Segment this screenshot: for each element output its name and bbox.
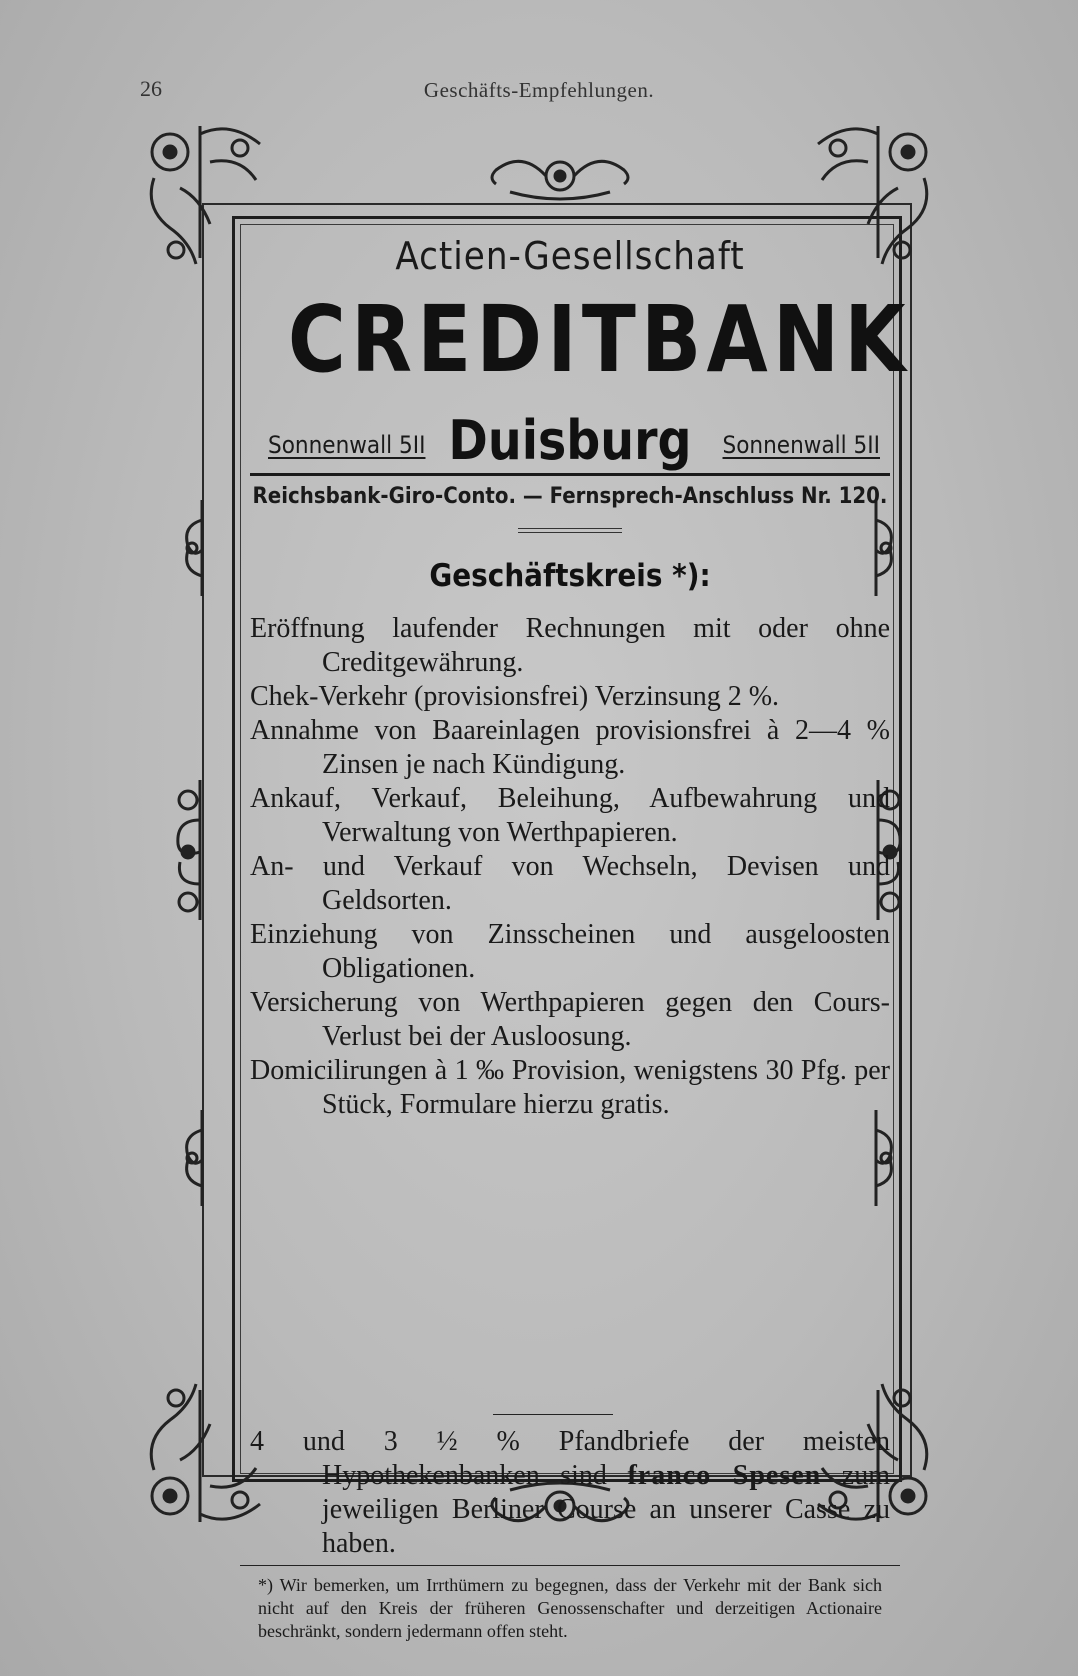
left-side-ornament-middle-icon <box>170 780 220 920</box>
page-number: 26 <box>140 76 162 101</box>
service-item: Ankauf, Verkauf, Beleihung, Aufbewahrung und Verwaltung von Werthpapieren. <box>250 783 890 848</box>
footnote-divider <box>240 1565 900 1566</box>
service-item: Chek-Verkehr (provisionsfrei) Verzinsung 2 %. <box>250 681 780 712</box>
divider <box>518 532 622 533</box>
service-item: Annahme von Baareinlagen provisionsfrei à 2—4 % Zinsen je nach Kündigung. <box>250 715 890 780</box>
left-side-ornament-lower-icon <box>178 1110 220 1206</box>
services-list <box>250 612 890 1122</box>
left-side-ornament-upper-icon <box>178 500 220 596</box>
address-row <box>250 409 890 476</box>
top-center-ornament-icon <box>480 146 640 202</box>
running-head: Geschäfts-Empfehlungen. <box>423 78 655 102</box>
service-item: Domicilirungen à 1 ‰ Provision, wenigstens 30 Pfg. per Stück, Formulare hierzu gratis. <box>250 1055 890 1120</box>
footnote: *) Wir bemerken, um Irrthümern zu begegnen, dass der Verkehr mit der Bank sich nicht auf den Kreis der früheren Genossenschafter und derzeitigen Actionaire beschränkt, sondern jedermann offen steht. <box>258 1575 882 1641</box>
address-left: Sonnenwall 5II <box>268 431 426 459</box>
bonds-text-bold: franco Spesen <box>627 1460 822 1491</box>
company-type: Actien-Gesellschaft <box>395 234 745 278</box>
service-item: Eröffnung laufender Rechnungen mit oder ohne Creditgewährung. <box>250 613 890 678</box>
city-name: Duisburg <box>448 409 692 472</box>
service-item: Versicherung von Werthpapieren gegen den Cours-Verlust bei der Ausloosung. <box>250 987 890 1052</box>
bonds-paragraph <box>250 1425 890 1561</box>
bonds-text-before: 4 und 3 ½ % Pfandbriefe der meisten Hypothekenbanken sind <box>250 1426 890 1491</box>
divider <box>493 1414 613 1415</box>
address-right: Sonnenwall 5II <box>722 431 880 459</box>
section-title: Geschäftskreis *): <box>429 558 711 594</box>
divider <box>518 528 622 529</box>
service-item: Einziehung von Zinsscheinen und ausgeloosten Obligationen. <box>250 919 890 984</box>
contact-line: Reichsbank-Giro-Conto. — Fernsprech-Anschluss Nr. 120. <box>252 484 888 509</box>
service-item: An- und Verkauf von Wechseln, Devisen und Geldsorten. <box>250 851 890 916</box>
bonds-text-after: zum jeweiligen Berliner Course an unserer Casse zu haben. <box>322 1460 890 1559</box>
bank-name: CREDITBANK <box>287 286 911 393</box>
right-side-ornament-lower-icon <box>858 1110 900 1206</box>
